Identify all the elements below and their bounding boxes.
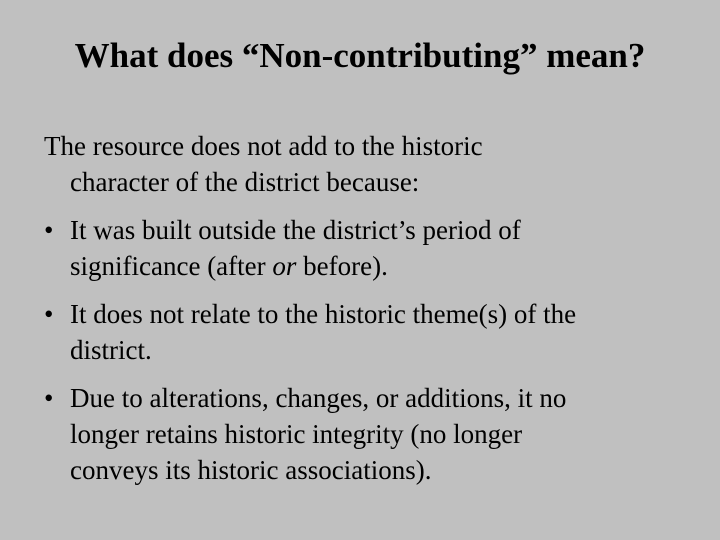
bullet-1-emphasis: or bbox=[272, 251, 297, 281]
slide-title: What does “Non-contributing” mean? bbox=[74, 36, 646, 75]
bullet-icon: • bbox=[44, 299, 54, 329]
bullet-1-line-2-end: before). bbox=[296, 251, 388, 281]
bullet-list bbox=[44, 212, 704, 500]
intro-line-1: The resource does not add to the historic bbox=[44, 131, 483, 161]
bullet-3-line-3: conveys its historic associations). bbox=[70, 455, 432, 485]
bullet-3-line-2: longer retains historic integrity (no longer bbox=[70, 419, 523, 449]
bullet-1-line-1: It was built outside the district’s period of bbox=[70, 215, 521, 245]
bullet-icon: • bbox=[44, 215, 54, 245]
bullet-2-line-2: district. bbox=[70, 335, 152, 365]
intro-paragraph bbox=[44, 128, 684, 200]
bullet-1-line-2 bbox=[70, 248, 704, 284]
bullet-item-built-outside-period bbox=[44, 212, 704, 284]
bullet-1-line-2-start: significance (after bbox=[70, 251, 273, 281]
bullet-2-line-1: It does not relate to the historic theme(s) of the bbox=[70, 299, 577, 329]
bullet-item-unrelated-theme bbox=[44, 296, 704, 368]
bullet-item-alterations bbox=[44, 380, 704, 488]
intro-line-2: character of the district because: bbox=[70, 167, 420, 197]
bullet-3-line-1: Due to alterations, changes, or additions, it no bbox=[70, 383, 567, 413]
bullet-icon: • bbox=[44, 383, 54, 413]
